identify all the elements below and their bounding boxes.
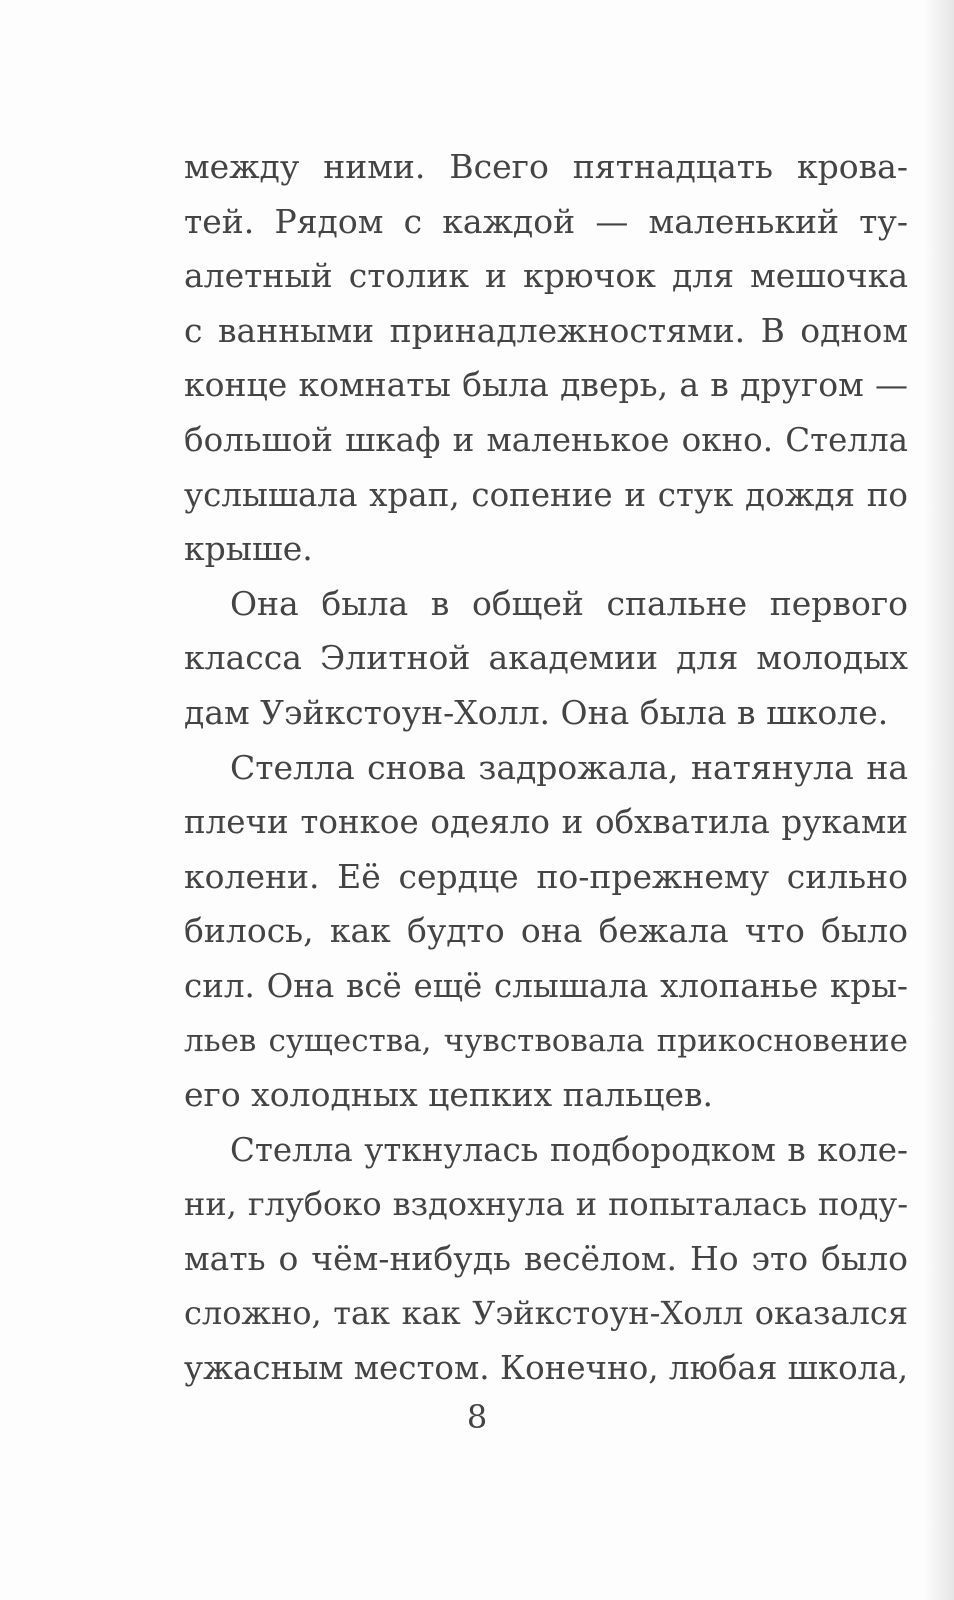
text-line: колени. Её сердце по-прежнему сильно	[184, 856, 908, 896]
text-line: дам Уэйкстоун-Холл. Она была в школе.	[184, 692, 889, 732]
paragraph-first-line: Она была в общей спальне первого	[230, 583, 908, 623]
text-line: льев существа, чувствовала прикосновение	[184, 1022, 908, 1059]
page-gutter-shadow	[924, 0, 954, 1600]
text-line: класса Элитной академии для молодых	[184, 638, 908, 678]
text-line: ни, глубоко вздохнула и попыталась поду-	[184, 1185, 908, 1224]
text-line: большой шкаф и маленькое окно. Стелла	[184, 420, 908, 459]
text-line: тей. Рядом с каждой — маленький ту-	[184, 201, 908, 241]
text-line: между ними. Всего пятнадцать крова-	[184, 147, 908, 186]
text-line: сложно, так как Уэйкстоун-Холл оказался	[184, 1294, 908, 1333]
text-line: ужасным местом. Конечно, любая школа,	[184, 1349, 909, 1388]
text-line: его холодных цепких пальцев.	[184, 1075, 714, 1115]
text-line: с ванными принадлежностями. В одном	[184, 310, 908, 350]
text-line: билось, как будто она бежала что было	[184, 911, 908, 951]
text-line: крыше.	[184, 529, 313, 569]
text-line: сил. Она всё ещё слышала хлопанье кры-	[184, 966, 908, 1005]
body-text	[184, 140, 908, 1396]
paragraph-first-line: Стелла уткнулась подбородком в коле-	[230, 1130, 908, 1169]
text-line: плечи тонкое одеяло и обхватила руками	[184, 803, 908, 842]
paragraph-first-line: Стелла снова задрожала, натянула на	[230, 747, 908, 787]
text-line: мать о чём-нибудь весёлом. Но это было	[184, 1238, 908, 1278]
page-number: 8	[466, 1398, 488, 1436]
text-line: конце комнаты была дверь, а в другом —	[184, 365, 908, 405]
text-line: услышала храп, сопение и стук дождя по	[184, 475, 908, 514]
text-line: алетный столик и крючок для мешочка	[184, 256, 908, 296]
